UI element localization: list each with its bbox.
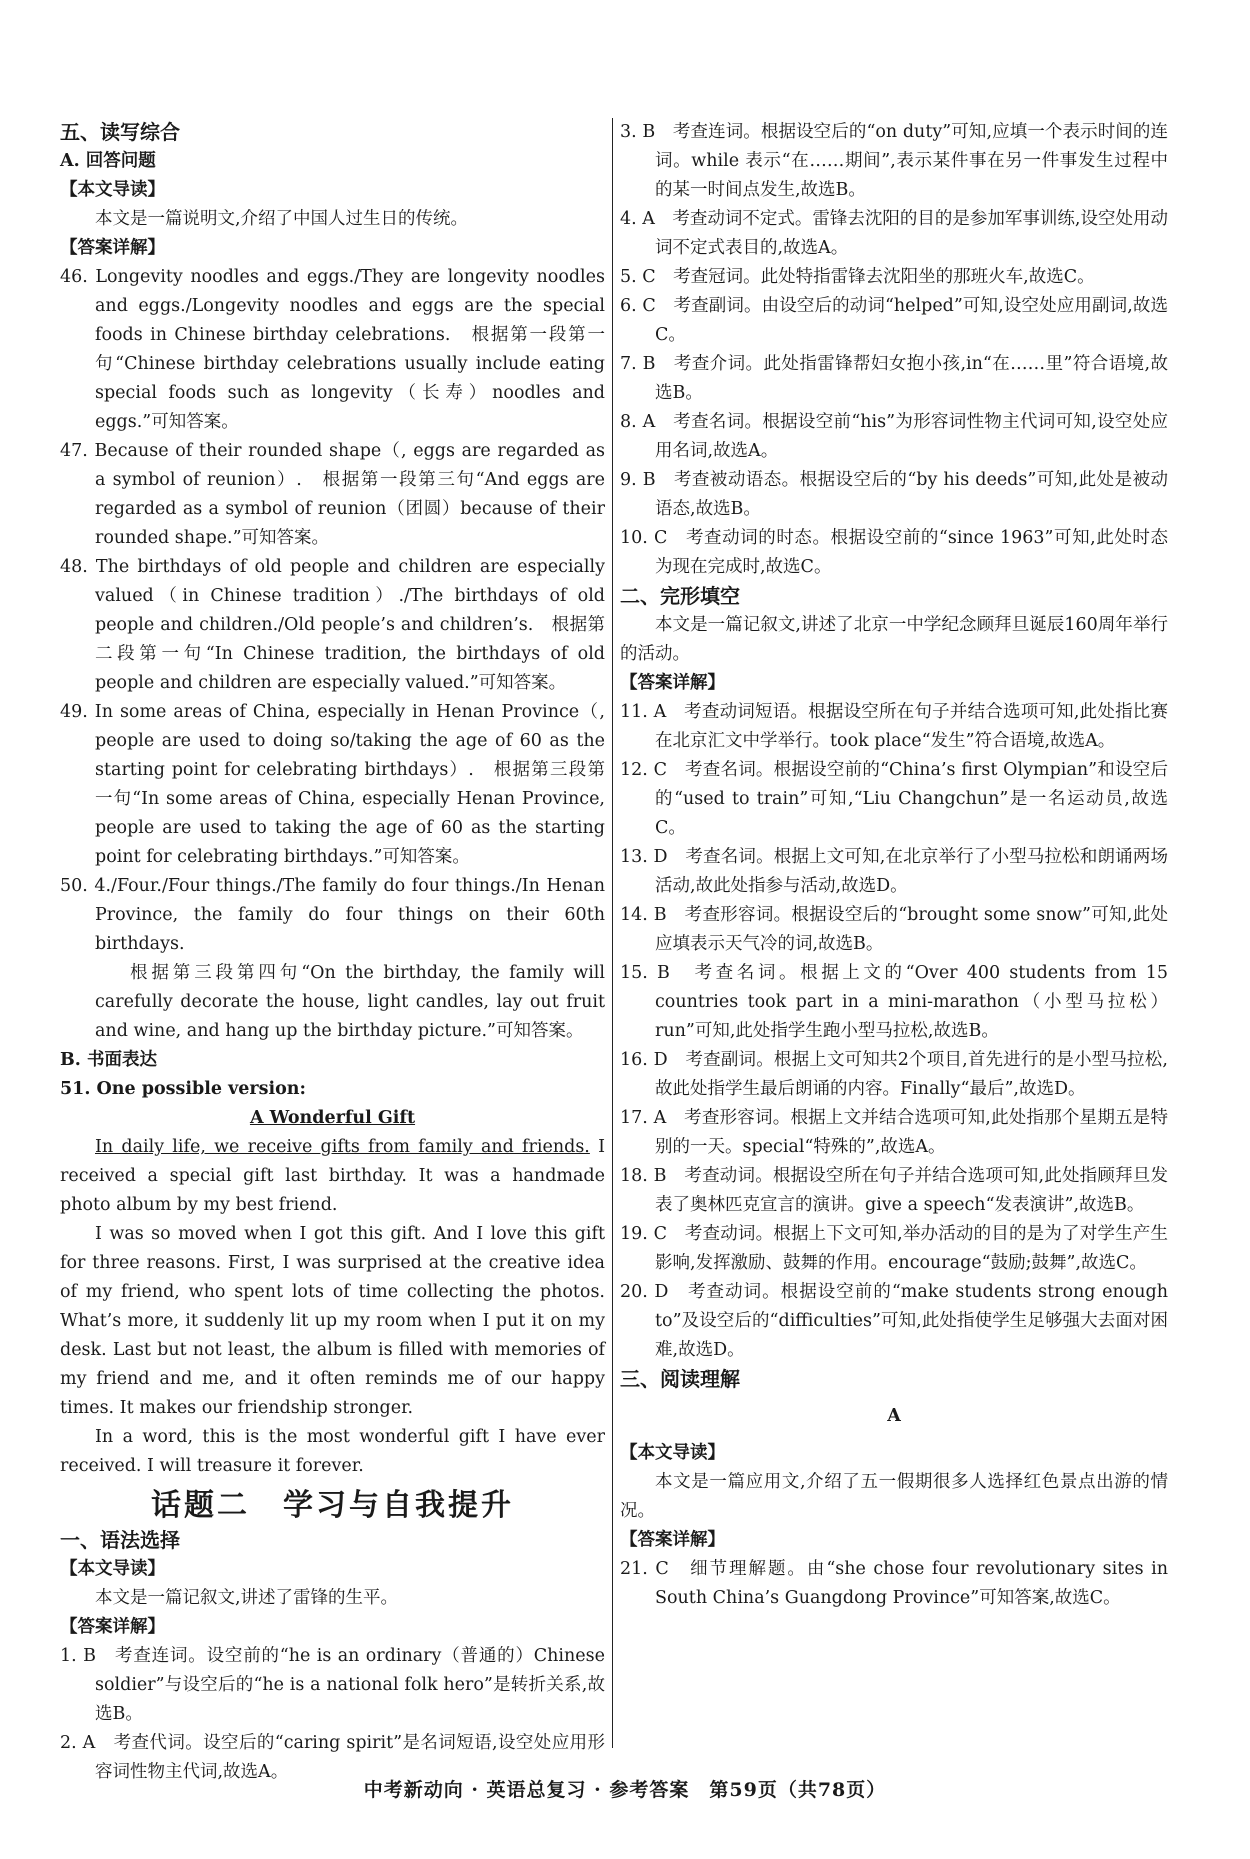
- answer-14: 14. B 考查形容词。根据设空后的“brought some snow”可知,此处应填表示天气冷的词,故选B。: [620, 905, 1168, 954]
- answer-48: 48. The birthdays of old people and children are especially valued（in Chinese tradition）./The birthdays of old people and children./Old people’s and children’s. 根据第二段第一句“In Chinese tradition, the birthdays of old people and children are especially valued.”可知答案。: [60, 557, 605, 693]
- answer-17: 17. A 考查形容词。根据上文并结合选项可知,此处指那个星期五是特别的一天。special“特殊的”,故选A。: [620, 1108, 1168, 1157]
- answer-6: 6. C 考查副词。由设空后的动词“helped”可知,设空处应用副词,故选C。: [620, 296, 1168, 345]
- intro-label: 【本文导读】: [620, 1443, 725, 1463]
- answer-16: 16. D 考查副词。根据上文可知共2个项目,首先进行的是小型马拉松,故此处指学生最后朗诵的内容。Finally“最后”,故选D。: [620, 1050, 1168, 1099]
- answer-13: 13. D 考查名词。根据上文可知,在北京举行了小型马拉松和朗诵两场活动,故此处指参与活动,故选D。: [620, 847, 1168, 896]
- detail-label: 【答案详解】: [60, 1617, 165, 1637]
- answer-46: 46. Longevity noodles and eggs./They are longevity noodles and eggs./Longevity noodles and eggs are the special foods in Chinese birthday celebrations. 根据第一段第一句“Chinese birthday celebrations usually include eating special foods such as longevity（长寿）noodles and eggs.”可知答案。: [60, 267, 605, 432]
- essay-paragraph: I was so moved when I got this gift. And I love this gift for three reasons. First, I was surprised at the creative idea of my friend, who spent lots of time collecting the photos. What’s more, it suddenly lit up my room when I put it on my desk. Last but not least, the album is filled with memories of my friend and me, and it often reminds me of our happy times. It makes our friendship stronger.: [60, 1224, 605, 1418]
- topic-title: 话题二 学习与自我提升: [151, 1488, 514, 1523]
- answer-1: 1. B 考查连词。设空前的“he is an ordinary（普通的）Chinese soldier”与设空后的“he is a national folk hero”是转折关系,故选B。: [60, 1646, 605, 1724]
- intro-label: 【本文导读】: [60, 1559, 165, 1579]
- section-title: 二、完形填空: [620, 584, 740, 608]
- answer-47: 47. Because of their rounded shape（, eggs are regarded as a symbol of reunion）. 根据第一段第三句“And eggs are regarded as a symbol of reunion（团圆）because of their rounded shape.”可知答案。: [60, 441, 605, 548]
- answer-50: 50. 4./Four./Four things./The family do four things./In Henan Province, the family do four things on their 60th birthdays.: [60, 876, 605, 954]
- column-divider: [612, 118, 613, 1748]
- detail-label: 【答案详解】: [60, 238, 165, 258]
- detail-label: 【答案详解】: [620, 1530, 725, 1550]
- subsection-title: B. 书面表达: [60, 1050, 157, 1070]
- intro-text: 本文是一篇记叙文,讲述了北京一中学纪念顾拜旦诞辰160周年举行的活动。: [620, 615, 1168, 664]
- right-column: [620, 118, 1168, 1613]
- answer-3: 3. B 考查连词。根据设空后的“on duty”可知,应填一个表示时间的连词。while 表示“在……期间”,表示某件事在另一件事发生过程中的某一时间点发生,故选B。: [620, 122, 1168, 200]
- answer-5: 5. C 考查冠词。此处特指雷锋去沈阳坐的那班火车,故选C。: [620, 267, 1095, 287]
- answer-21: 21. C 细节理解题。由“she chose four revolutionary sites in South China’s Guangdong Province”可知答案,故选C。: [620, 1559, 1168, 1608]
- answer-19: 19. C 考查动词。根据上下文可知,举办活动的目的是为了对学生产生影响,发挥激励、鼓舞的作用。encourage“鼓励;鼓舞”,故选C。: [620, 1224, 1168, 1273]
- intro-text: 本文是一篇说明文,介绍了中国人过生日的传统。: [95, 209, 469, 229]
- essay-label: 51. One possible version:: [60, 1079, 306, 1099]
- section-title: 一、语法选择: [60, 1528, 180, 1552]
- passage-letter: A: [887, 1406, 901, 1426]
- section-title: 三、阅读理解: [620, 1367, 740, 1391]
- essay-paragraph: In a word, this is the most wonderful gift I have ever received. I will treasure it forever.: [60, 1427, 605, 1476]
- answer-11: 11. A 考查动词短语。根据设空所在句子并结合选项可知,此处指比赛在北京汇文中学举行。took place“发生”符合语境,故选A。: [620, 702, 1168, 751]
- answer-49: 49. In some areas of China, especially in Henan Province（, people are used to doing so/taking the age of 60 as the starting point for celebrating birthdays）. 根据第三段第一句“In some areas of China, especially Henan Province, people are used to taking the age of 60 as the starting point for celebrating birthdays.”可知答案。: [60, 702, 605, 867]
- page-footer: 中考新动向 · 英语总复习 · 参考答案 第59页（共78页）: [363, 1779, 887, 1801]
- intro-label: 【本文导读】: [60, 180, 165, 200]
- section-title: 五、读写综合: [60, 120, 180, 144]
- answer-18: 18. B 考查动词。根据设空所在句子并结合选项可知,此处指顾拜旦发表了奥林匹克宣言的演讲。give a speech“发表演讲”,故选B。: [620, 1166, 1168, 1215]
- intro-text: 本文是一篇应用文,介绍了五一假期很多人选择红色景点出游的情况。: [620, 1472, 1168, 1521]
- answer-15: 15. B 考查名词。根据上文的“Over 400 students from 15 countries took part in a mini-marathon（小型马拉松）run”可知,此处指学生跑小型马拉松,故选B。: [620, 963, 1168, 1041]
- answer-9: 9. B 考查被动语态。根据设空后的“by his deeds”可知,此处是被动语态,故选B。: [620, 470, 1168, 519]
- essay-topic-sentence: In daily life, we receive gifts from family and friends.: [95, 1137, 590, 1157]
- intro-text: 本文是一篇记叙文,讲述了雷锋的生平。: [95, 1588, 399, 1608]
- answer-12: 12. C 考查名词。根据设空前的“China’s first Olympian”和设空后的“used to train”可知,“Liu Changchun”是一名运动员,故选C。: [620, 760, 1168, 838]
- answer-7: 7. B 考查介词。此处指雷锋帮妇女抱小孩,in“在……里”符合语境,故选B。: [620, 354, 1168, 403]
- subsection-title: A. 回答问题: [60, 151, 156, 171]
- essay-text: I received a special gift last birthday. It was a handmade photo album by my best friend.: [60, 1137, 605, 1215]
- answer-20: 20. D 考查动词。根据设空前的“make students strong enough to”及设空后的“difficulties”可知,此处指使学生足够强大去面对困难,故选D。: [620, 1282, 1168, 1360]
- answer-2: 2. A 考查代词。设空后的“caring spirit”是名词短语,设空处应用形容词性物主代词,故选A。: [60, 1733, 605, 1782]
- detail-label: 【答案详解】: [620, 673, 725, 693]
- answer-4: 4. A 考查动词不定式。雷锋去沈阳的目的是参加军事训练,设空处用动词不定式表目的,故选A。: [620, 209, 1168, 258]
- essay-title: A Wonderful Gift: [249, 1108, 416, 1128]
- answer-8: 8. A 考查名词。根据设空前“his”为形容词性物主代词可知,设空处应用名词,故选A。: [620, 412, 1168, 461]
- answer-10: 10. C 考查动词的时态。根据设空前的“since 1963”可知,此处时态为现在完成时,故选C。: [620, 528, 1168, 577]
- essay-paragraph: [60, 1133, 605, 1220]
- left-column: [60, 118, 605, 1787]
- answer-50-explain: 根据第三段第四句“On the birthday, the family will carefully decorate the house, light candles, lay out fruit and wine, and hang up the birthday picture.”可知答案。: [95, 963, 605, 1041]
